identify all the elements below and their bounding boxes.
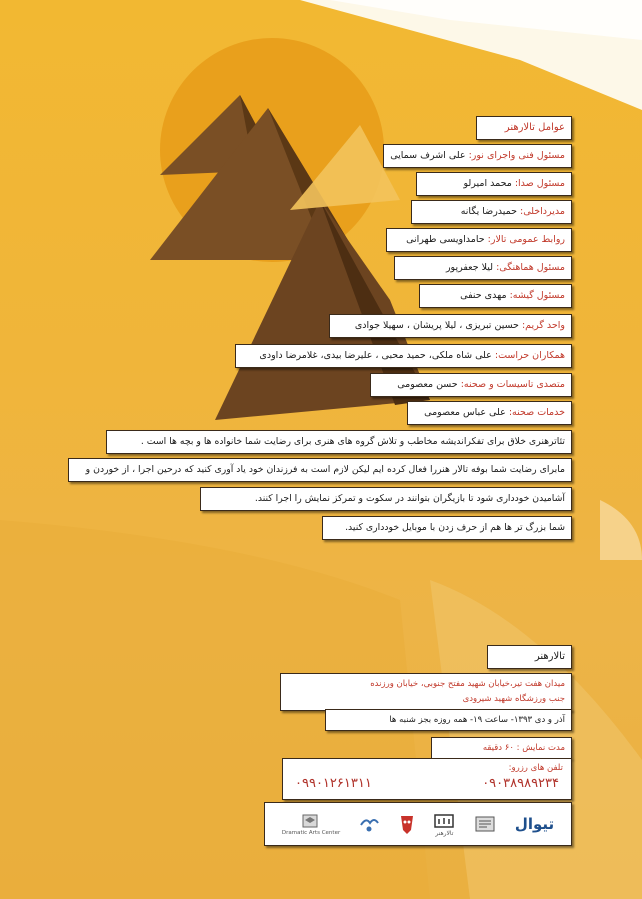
reservation-phones: تلفن های رزرو: ۰۹۹۰۱۲۶۱۳۱۱ ۰۹۰۳۸۹۸۹۲۳۴ [282,758,572,800]
message-line-1: تئاترهنری خلاق برای تفکراندیشه مخاطب و تلاش گروه های هنری برای رضایت شما خانواده ها و بچه ها است . [106,430,572,454]
show-duration: مدت نمایش : ۶۰ دقیقه [431,737,572,759]
credit-row-sound: مسئول صدا: محمد امیرلو [416,172,572,196]
talar-honar-logo: تالارهنر [433,812,455,837]
message-line-3: آشامیدن خودداری شود تا بازیگران بتوانند در سکوت و تمرکز نمایش را اجرا کنند. [200,487,572,511]
credit-row-public-relations: روابط عمومی تالار: حامداویسی طهرانی [386,228,572,252]
credit-row-makeup: واحد گریم: حسین تبریزی ، لیلا پریشان ، سهیلا جوادی [329,314,572,338]
tiwall-logo: تیوال [514,815,555,833]
credit-row-stage-services: خدمات صحنه: علی عباس معصومی [407,401,572,425]
birds-logo [358,813,380,835]
message-line-2: مابرای رضایت شما بوفه تالار هنررا فعال کرده ایم لیکن لازم است به فرزندان خود یاد آوری کنید که درحین اجرا ، از خوردن و [68,458,572,482]
phone-number-1[interactable]: ۰۹۰۳۸۹۸۹۲۳۴ [482,776,559,791]
venue-address: میدان هفت تیر،خیابان شهید مفتح جنوبی، خیابان ورزنده جنب ورزشگاه شهید شیرودی [280,673,572,711]
credits-title: عوامل تالارهنر [476,116,572,140]
show-schedule: آذر و دی ۱۳۹۳- ساعت ۱۹- همه روزه بجز شنبه ها [325,709,572,731]
venue-name: تالارهنر [487,645,572,669]
bookstore-logo [473,813,497,835]
credit-row-coordination: مسئول هماهنگی: لیلا جعفرپور [394,256,572,280]
credit-row-facilities: متصدی تاسیسات و صحنه: حسن معصومی [370,373,572,397]
sponsor-logos-strip [264,802,572,846]
credit-row-security: همکاران حراست: علی شاه ملکی، حمید محبی ، علیرضا بیدی، غلامرضا داودی [235,344,572,368]
dramatic-arts-center-logo: Dramatic Arts Center [282,812,340,836]
credit-row-lighting: مسئول فنی واجرای نور: علی اشرف سمایی [383,144,572,168]
red-mask-logo [398,812,416,836]
phone-number-2[interactable]: ۰۹۹۰۱۲۶۱۳۱۱ [295,776,372,791]
credit-row-box-office: مسئول گیشه: مهدی حنفی [419,284,572,308]
credit-row-manager: مدیرداخلی: حمیدرضا یگانه [411,200,572,224]
message-line-4: شما بزرگ تر ها هم از حرف زدن با موبایل خودداری کنید. [322,516,572,540]
